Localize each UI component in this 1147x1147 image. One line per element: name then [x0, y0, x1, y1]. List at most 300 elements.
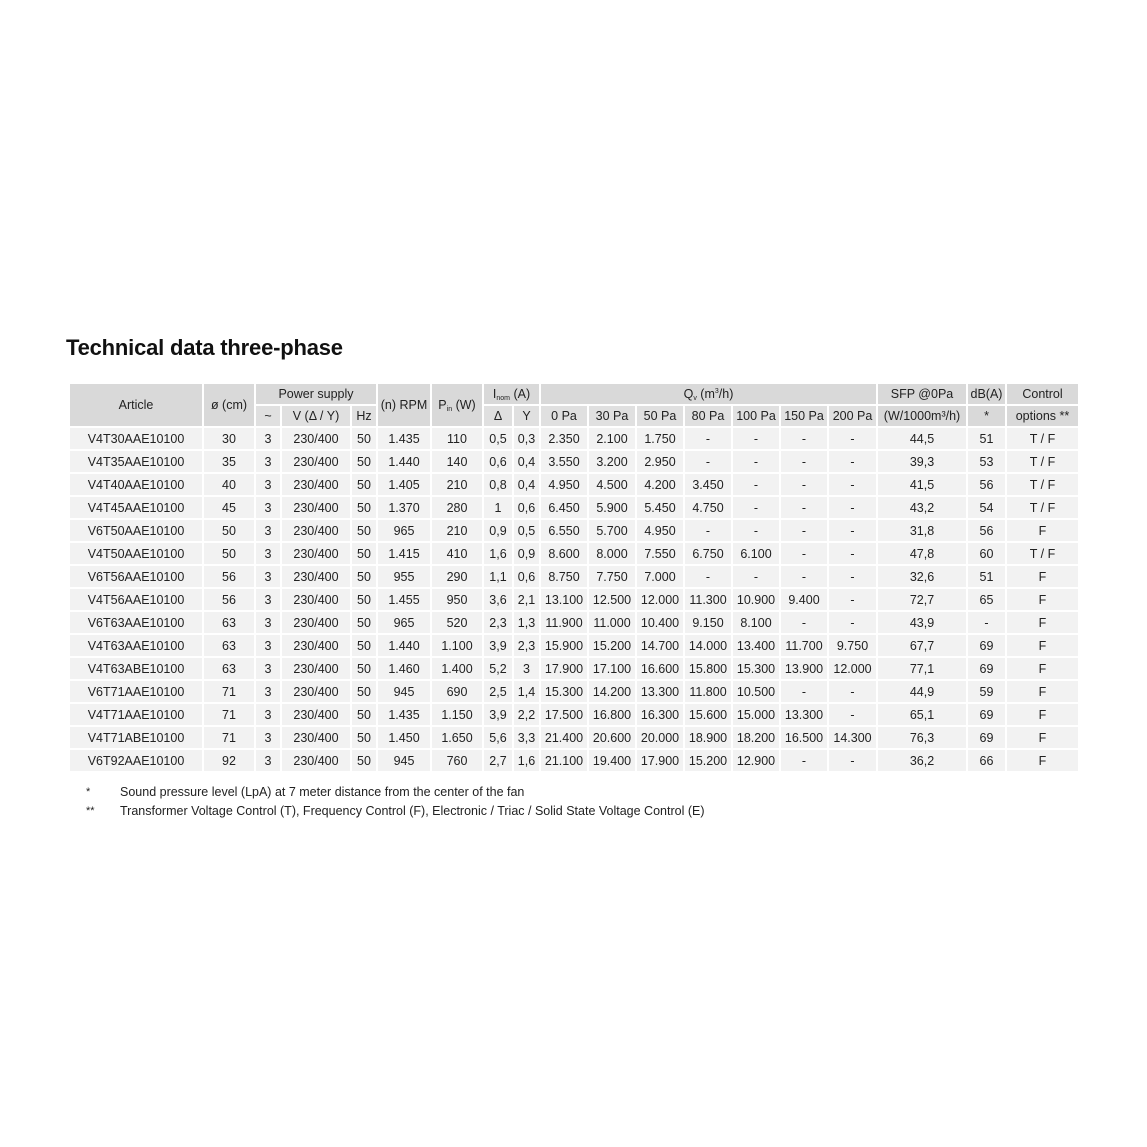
table-cell: 5,2	[484, 658, 514, 681]
header-qv-unit-post: /h)	[718, 386, 734, 401]
table-cell: -	[733, 566, 781, 589]
table-cell: 3,9	[484, 704, 514, 727]
table-cell: -	[829, 589, 878, 612]
table-cell: 0,6	[514, 497, 541, 520]
table-cell: 3	[256, 681, 282, 704]
table-cell: 43,2	[878, 497, 968, 520]
table-cell: -	[781, 428, 829, 451]
table-cell: 5.700	[589, 520, 637, 543]
table-cell: 16.600	[637, 658, 685, 681]
table-cell: 11.000	[589, 612, 637, 635]
table-cell: 945	[378, 750, 432, 773]
table-cell: 56	[204, 566, 256, 589]
table-cell: 1,6	[514, 750, 541, 773]
table-cell: 3	[256, 727, 282, 750]
table-cell: 210	[432, 520, 484, 543]
article-cell: V4T56AAE10100	[70, 589, 204, 612]
table-cell: 16.300	[637, 704, 685, 727]
table-cell: 1.100	[432, 635, 484, 658]
table-cell: 965	[378, 612, 432, 635]
footnote-mark: *	[86, 785, 91, 798]
table-row	[70, 428, 1080, 451]
table-cell: 1.460	[378, 658, 432, 681]
table-cell: 2,7	[484, 750, 514, 773]
table-cell: 1.440	[378, 635, 432, 658]
table-cell: 230/400	[282, 704, 352, 727]
header-db-line1: dB(A)	[968, 384, 1007, 406]
table-cell: 3	[256, 658, 282, 681]
table-cell: 50	[352, 704, 378, 727]
table-cell: 3	[256, 543, 282, 566]
header-inom-unit: (A)	[509, 386, 531, 401]
table-cell: 230/400	[282, 543, 352, 566]
table-cell: 3,3	[514, 727, 541, 750]
table-cell: 11.700	[781, 635, 829, 658]
table-cell: 63	[204, 658, 256, 681]
table-cell: 280	[432, 497, 484, 520]
table-row	[70, 658, 1080, 681]
table-cell: 71	[204, 704, 256, 727]
article-cell: V4T40AAE10100	[70, 474, 204, 497]
table-cell: -	[781, 681, 829, 704]
table-cell: -	[829, 612, 878, 635]
table-cell: 13.900	[781, 658, 829, 681]
header-power-input-p: P	[438, 397, 447, 412]
table-cell: 6.550	[541, 520, 589, 543]
table-cell: 230/400	[282, 658, 352, 681]
table-cell: -	[781, 497, 829, 520]
table-cell: 10.500	[733, 681, 781, 704]
table-cell: 1.750	[637, 428, 685, 451]
table-cell: 12.900	[733, 750, 781, 773]
article-cell: V4T30AAE10100	[70, 428, 204, 451]
table-cell: -	[829, 428, 878, 451]
header-pressure-150: 150 Pa	[781, 406, 829, 428]
table-cell: 63	[204, 612, 256, 635]
table-row	[70, 727, 1080, 750]
header-power-input-sub: in	[446, 405, 453, 413]
table-cell: 8.750	[541, 566, 589, 589]
table-cell: 4.950	[541, 474, 589, 497]
header-control-line1: Control	[1007, 384, 1080, 406]
article-cell: V4T71AAE10100	[70, 704, 204, 727]
table-row	[70, 750, 1080, 773]
article-cell: V6T71AAE10100	[70, 681, 204, 704]
table-cell: 77,1	[878, 658, 968, 681]
table-cell: F	[1007, 520, 1080, 543]
table-cell: 14.300	[829, 727, 878, 750]
table-cell: -	[781, 612, 829, 635]
table-cell: 110	[432, 428, 484, 451]
table-cell: 17.100	[589, 658, 637, 681]
table-cell: F	[1007, 727, 1080, 750]
table-cell: 0,3	[514, 428, 541, 451]
table-row	[70, 566, 1080, 589]
table-cell: F	[1007, 589, 1080, 612]
table-cell: 230/400	[282, 474, 352, 497]
table-cell: 35	[204, 451, 256, 474]
table-cell: -	[829, 566, 878, 589]
header-nominal-current	[484, 384, 541, 406]
table-cell: T / F	[1007, 451, 1080, 474]
table-cell: 2.350	[541, 428, 589, 451]
table-cell: -	[685, 428, 733, 451]
table-cell: 1.455	[378, 589, 432, 612]
table-cell: 210	[432, 474, 484, 497]
table-cell: -	[781, 520, 829, 543]
table-cell: 965	[378, 520, 432, 543]
table-cell: 15.800	[685, 658, 733, 681]
table-cell: 50	[204, 520, 256, 543]
table-cell: 50	[352, 612, 378, 635]
table-cell: 520	[432, 612, 484, 635]
table-cell: 2,3	[514, 635, 541, 658]
table-cell: 50	[352, 497, 378, 520]
table-cell: 10.900	[733, 589, 781, 612]
header-hz: Hz	[352, 406, 378, 428]
table-cell: 15.000	[733, 704, 781, 727]
table-cell: F	[1007, 658, 1080, 681]
table-cell: 59	[968, 681, 1007, 704]
table-cell: -	[829, 704, 878, 727]
header-phase: ~	[256, 406, 282, 428]
table-cell: -	[733, 428, 781, 451]
article-cell: V4T35AAE10100	[70, 451, 204, 474]
table-cell: 1.450	[378, 727, 432, 750]
header-db-line2: *	[968, 406, 1007, 428]
table-cell: 14.700	[637, 635, 685, 658]
table-row	[70, 589, 1080, 612]
table-cell: -	[829, 681, 878, 704]
table-cell: 0,5	[484, 428, 514, 451]
table-cell: 230/400	[282, 635, 352, 658]
table-cell: 3.450	[685, 474, 733, 497]
table-cell: 69	[968, 727, 1007, 750]
article-cell: V4T63AAE10100	[70, 635, 204, 658]
table-cell: 7.550	[637, 543, 685, 566]
table-cell: 43,9	[878, 612, 968, 635]
table-cell: F	[1007, 750, 1080, 773]
table-cell: -	[733, 497, 781, 520]
table-cell: 54	[968, 497, 1007, 520]
table-cell: 2,2	[514, 704, 541, 727]
table-cell: 2,3	[484, 612, 514, 635]
table-cell: 2.100	[589, 428, 637, 451]
table-cell: 16.500	[781, 727, 829, 750]
table-cell: 8.600	[541, 543, 589, 566]
table-cell: 92	[204, 750, 256, 773]
table-cell: 19.400	[589, 750, 637, 773]
header-qv-sub: v	[693, 394, 697, 402]
table-cell: 51	[968, 566, 1007, 589]
table-cell: F	[1007, 681, 1080, 704]
table-cell: -	[829, 750, 878, 773]
table-cell: 15.200	[589, 635, 637, 658]
article-cell: V6T92AAE10100	[70, 750, 204, 773]
table-cell: 0,8	[484, 474, 514, 497]
table-cell: 230/400	[282, 681, 352, 704]
table-cell: 11.300	[685, 589, 733, 612]
table-cell: 69	[968, 635, 1007, 658]
table-cell: 13.400	[733, 635, 781, 658]
table-cell: 945	[378, 681, 432, 704]
table-row	[70, 520, 1080, 543]
table-cell: 0,6	[484, 451, 514, 474]
table-cell: 65	[968, 589, 1007, 612]
header-qv-q: Q	[683, 386, 694, 401]
table-cell: -	[781, 474, 829, 497]
table-cell: F	[1007, 612, 1080, 635]
table-cell: 230/400	[282, 750, 352, 773]
header-voltage: V (Δ / Y)	[282, 406, 352, 428]
header-sfp-line1: SFP @0Pa	[878, 384, 968, 406]
table-cell: 230/400	[282, 566, 352, 589]
article-cell: V6T56AAE10100	[70, 566, 204, 589]
table-cell: 4.200	[637, 474, 685, 497]
header-pressure-0: 0 Pa	[541, 406, 589, 428]
table-cell: -	[829, 543, 878, 566]
table-cell: 1.370	[378, 497, 432, 520]
table-cell: 6.750	[685, 543, 733, 566]
table-cell: F	[1007, 566, 1080, 589]
table-cell: 955	[378, 566, 432, 589]
table-cell: 15.600	[685, 704, 733, 727]
table-cell: 51	[968, 428, 1007, 451]
table-cell: 3	[256, 635, 282, 658]
table-cell: 56	[968, 474, 1007, 497]
table-cell: F	[1007, 635, 1080, 658]
header-pressure-100: 100 Pa	[733, 406, 781, 428]
table-cell: 47,8	[878, 543, 968, 566]
table-row	[70, 681, 1080, 704]
table-cell: 1	[484, 497, 514, 520]
table-cell: 50	[352, 428, 378, 451]
table-cell: 140	[432, 451, 484, 474]
table-cell: 1.435	[378, 704, 432, 727]
header-pressure-200: 200 Pa	[829, 406, 878, 428]
article-cell: V4T63ABE10100	[70, 658, 204, 681]
table-cell: 20.000	[637, 727, 685, 750]
table-cell: 8.100	[733, 612, 781, 635]
table-cell: 2,1	[514, 589, 541, 612]
article-cell: V4T45AAE10100	[70, 497, 204, 520]
article-cell: V6T63AAE10100	[70, 612, 204, 635]
table-cell: 13.300	[781, 704, 829, 727]
footnotes	[86, 782, 704, 820]
table-cell: 3,6	[484, 589, 514, 612]
table-cell: 63	[204, 635, 256, 658]
table-cell: T / F	[1007, 543, 1080, 566]
table-cell: 15.300	[541, 681, 589, 704]
table-cell: 32,6	[878, 566, 968, 589]
table-body	[70, 428, 1080, 773]
table-cell: 5,6	[484, 727, 514, 750]
table-cell: -	[829, 451, 878, 474]
table-cell: 3	[256, 451, 282, 474]
table-cell: -	[781, 451, 829, 474]
table-cell: 44,5	[878, 428, 968, 451]
table-cell: -	[781, 566, 829, 589]
table-cell: 11.800	[685, 681, 733, 704]
table-cell: 0,9	[514, 543, 541, 566]
table-cell: 21.400	[541, 727, 589, 750]
table-cell: 4.750	[685, 497, 733, 520]
table-cell: -	[829, 497, 878, 520]
table-cell: 15.900	[541, 635, 589, 658]
table-cell: 230/400	[282, 727, 352, 750]
table-cell: 230/400	[282, 497, 352, 520]
table-cell: 36,2	[878, 750, 968, 773]
table-row	[70, 451, 1080, 474]
table-cell: 12.000	[829, 658, 878, 681]
table-cell: 3,9	[484, 635, 514, 658]
table-cell: 71	[204, 681, 256, 704]
table-cell: 290	[432, 566, 484, 589]
header-pressure-80: 80 Pa	[685, 406, 733, 428]
header-delta: Δ	[484, 406, 514, 428]
table-cell: 69	[968, 658, 1007, 681]
table-cell: 60	[968, 543, 1007, 566]
table-cell: 50	[352, 451, 378, 474]
table-cell: 17.900	[541, 658, 589, 681]
table-cell: 5.450	[637, 497, 685, 520]
table-cell: 12.000	[637, 589, 685, 612]
table-cell: 50	[204, 543, 256, 566]
table-cell: 14.200	[589, 681, 637, 704]
header-power-input-unit: (W)	[452, 397, 476, 412]
table-cell: 1.440	[378, 451, 432, 474]
article-cell: V4T50AAE10100	[70, 543, 204, 566]
table-cell: 230/400	[282, 612, 352, 635]
table-cell: 65,1	[878, 704, 968, 727]
table-cell: 230/400	[282, 428, 352, 451]
table-cell: 5.900	[589, 497, 637, 520]
table-cell: 50	[352, 543, 378, 566]
footnote-text: Transformer Voltage Control (T), Frequency Control (F), Electronic / Triac / Solid State Voltage Control (E)	[120, 803, 705, 818]
table-cell: 13.300	[637, 681, 685, 704]
table-cell: -	[829, 520, 878, 543]
table-cell: 56	[204, 589, 256, 612]
table-cell: -	[781, 543, 829, 566]
table-cell: T / F	[1007, 474, 1080, 497]
table-cell: 17.500	[541, 704, 589, 727]
table-cell: T / F	[1007, 497, 1080, 520]
table-cell: 50	[352, 727, 378, 750]
table-cell: 0,4	[514, 451, 541, 474]
footnote-mark: **	[86, 804, 95, 817]
table-cell: 8.000	[589, 543, 637, 566]
table-cell: 41,5	[878, 474, 968, 497]
header-power-supply: Power supply	[256, 384, 378, 406]
table-cell: 56	[968, 520, 1007, 543]
header-control-line2: options **	[1007, 406, 1080, 428]
table-cell: 50	[352, 474, 378, 497]
table-cell: 3.550	[541, 451, 589, 474]
table-cell: 9.400	[781, 589, 829, 612]
table-cell: 3	[256, 589, 282, 612]
table-cell: -	[685, 566, 733, 589]
table-cell: 1.405	[378, 474, 432, 497]
table-cell: 15.300	[733, 658, 781, 681]
table-cell: 50	[352, 681, 378, 704]
table-cell: 9.750	[829, 635, 878, 658]
table-cell: 0,9	[484, 520, 514, 543]
table-cell: 0,5	[514, 520, 541, 543]
table-cell: 50	[352, 658, 378, 681]
header-article: Article	[70, 384, 204, 428]
table-cell: 1,3	[514, 612, 541, 635]
table-cell: -	[968, 612, 1007, 635]
table-cell: 3	[256, 566, 282, 589]
table-cell: 50	[352, 750, 378, 773]
footnote-sound	[86, 782, 704, 801]
header-airflow	[541, 384, 878, 406]
table-row	[70, 474, 1080, 497]
table-cell: 690	[432, 681, 484, 704]
header-inom-sub: nom	[496, 394, 510, 402]
article-cell: V4T71ABE10100	[70, 727, 204, 750]
table-cell: -	[733, 474, 781, 497]
table-row	[70, 612, 1080, 635]
table-row	[70, 635, 1080, 658]
table-cell: -	[685, 520, 733, 543]
header-sfp-line2: (W/1000m³/h)	[878, 406, 968, 428]
table-cell: 72,7	[878, 589, 968, 612]
table-cell: 67,7	[878, 635, 968, 658]
table-cell: 1.415	[378, 543, 432, 566]
table-cell: 50	[352, 520, 378, 543]
header-diameter: ø (cm)	[204, 384, 256, 428]
table-cell: 39,3	[878, 451, 968, 474]
table-cell: 9.150	[685, 612, 733, 635]
table-cell: 53	[968, 451, 1007, 474]
header-y: Y	[514, 406, 541, 428]
table-cell: 30	[204, 428, 256, 451]
table-cell: 7.000	[637, 566, 685, 589]
header-power-input	[432, 384, 484, 428]
table-cell: 230/400	[282, 451, 352, 474]
table-cell: 2,5	[484, 681, 514, 704]
table-cell: 1.435	[378, 428, 432, 451]
table-cell: -	[781, 750, 829, 773]
table-cell: 76,3	[878, 727, 968, 750]
table-cell: 44,9	[878, 681, 968, 704]
footnote-text: Sound pressure level (LpA) at 7 meter distance from the center of the fan	[120, 784, 525, 799]
table-cell: 6.450	[541, 497, 589, 520]
table-cell: 18.200	[733, 727, 781, 750]
page-title: Technical data three-phase	[66, 335, 343, 360]
table-cell: 3	[256, 520, 282, 543]
table-cell: -	[829, 474, 878, 497]
table-cell: 3	[514, 658, 541, 681]
table-cell: 230/400	[282, 520, 352, 543]
table-cell: 10.400	[637, 612, 685, 635]
header-inom-i: I	[492, 386, 497, 401]
table-cell: 3	[256, 497, 282, 520]
table-cell: 69	[968, 704, 1007, 727]
table-cell: F	[1007, 704, 1080, 727]
table-cell: 45	[204, 497, 256, 520]
header-pressure-50: 50 Pa	[637, 406, 685, 428]
table-cell: 31,8	[878, 520, 968, 543]
header-rpm: (n) RPM	[378, 384, 432, 428]
table-cell: T / F	[1007, 428, 1080, 451]
table-cell: 950	[432, 589, 484, 612]
header-qv-sup: 3	[714, 387, 719, 395]
table-cell: 0,4	[514, 474, 541, 497]
table-cell: 3	[256, 428, 282, 451]
table-cell: 7.750	[589, 566, 637, 589]
